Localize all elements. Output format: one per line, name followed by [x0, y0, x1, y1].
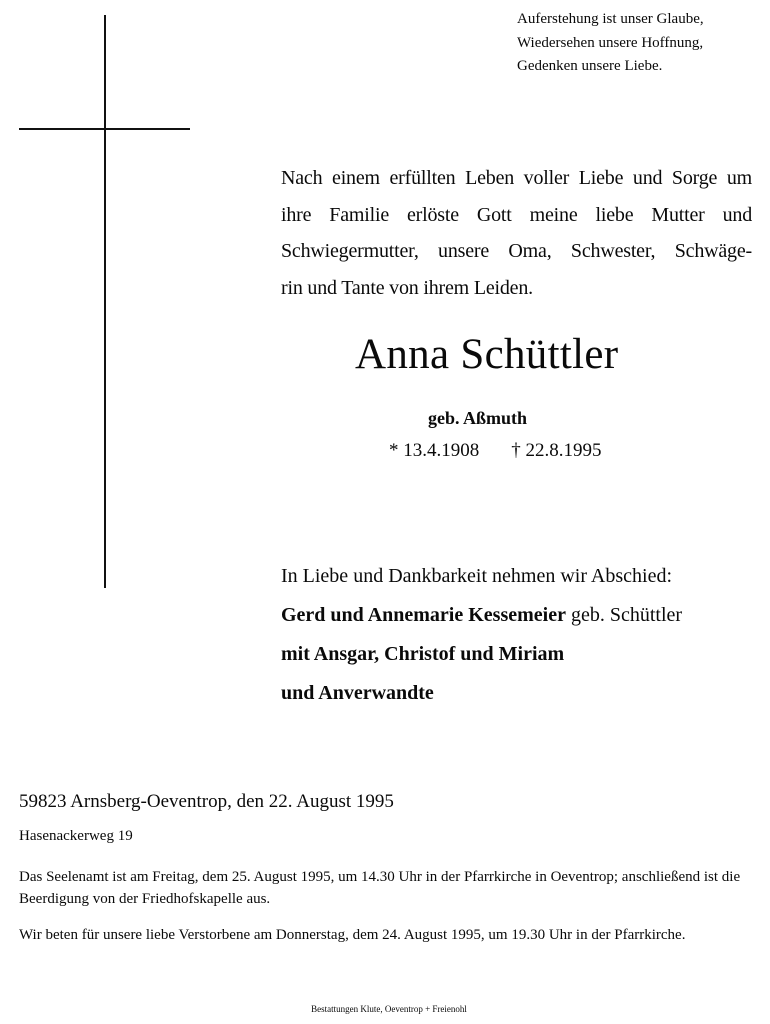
maiden-name: geb. Aßmuth	[428, 408, 528, 428]
intro-line-3: Schwiegermutter, unsere Oma, Schwester, Schwäge-	[281, 240, 752, 262]
family-maiden: geb. Schüttler	[565, 604, 683, 626]
motto-line-2: Wiedersehen unsere Hoffnung,	[517, 34, 704, 51]
motto-line-3: Gedenken unsere Liebe.	[517, 58, 663, 74]
death-date: † 22.8.1995	[511, 440, 602, 461]
prayer-notice: Wir beten für unsere liebe Verstorbene am Donnerstag, dem 24. August 1995, um 19.30 Uhr in der Pfarrkirche.	[19, 927, 686, 943]
service-notice: Das Seelenamt ist am Freitag, dem 25. August 1995, um 14.30 Uhr in der Pfarrkirche in Oeventrop; anschließend ist die Beerdigung von der Friedhofskapelle aus.	[19, 869, 741, 907]
motto-line-1: Auferstehung ist unser Glaube,	[517, 11, 704, 27]
place-and-date: 59823 Arnsberg-Oeventrop, den 22. August 1995	[19, 791, 394, 812]
street-address: Hasenackerweg 19	[19, 828, 133, 844]
family-names: Gerd und Annemarie Kessemeier	[281, 604, 566, 626]
life-dates	[389, 438, 602, 464]
intro-line-1: Nach einem erfüllten Leben voller Liebe und Sorge um	[281, 167, 752, 189]
relatives-line: und Anverwandte	[281, 682, 434, 704]
motto-verse	[517, 8, 767, 79]
cross-horizontal-beam	[19, 128, 190, 130]
birth-date: * 13.4.1908	[389, 440, 480, 461]
family-line	[281, 596, 682, 635]
deceased-name: Anna Schüttler	[355, 331, 619, 378]
intro-line-2: ihre Familie erlöste Gott meine liebe Mutter und	[281, 203, 752, 226]
intro-line-4: rin und Tante von ihrem Leiden.	[281, 276, 533, 299]
farewell-intro: In Liebe und Dankbarkeit nehmen wir Abschied:	[281, 565, 672, 587]
funeral-home-footer: Bestattungen Klute, Oeventrop + Freienohl	[311, 1004, 467, 1014]
farewell-block	[281, 557, 682, 713]
grandchildren-line: mit Ansgar, Christof und Miriam	[281, 643, 565, 665]
intro-paragraph	[281, 160, 752, 306]
cross-vertical-beam	[104, 15, 106, 588]
